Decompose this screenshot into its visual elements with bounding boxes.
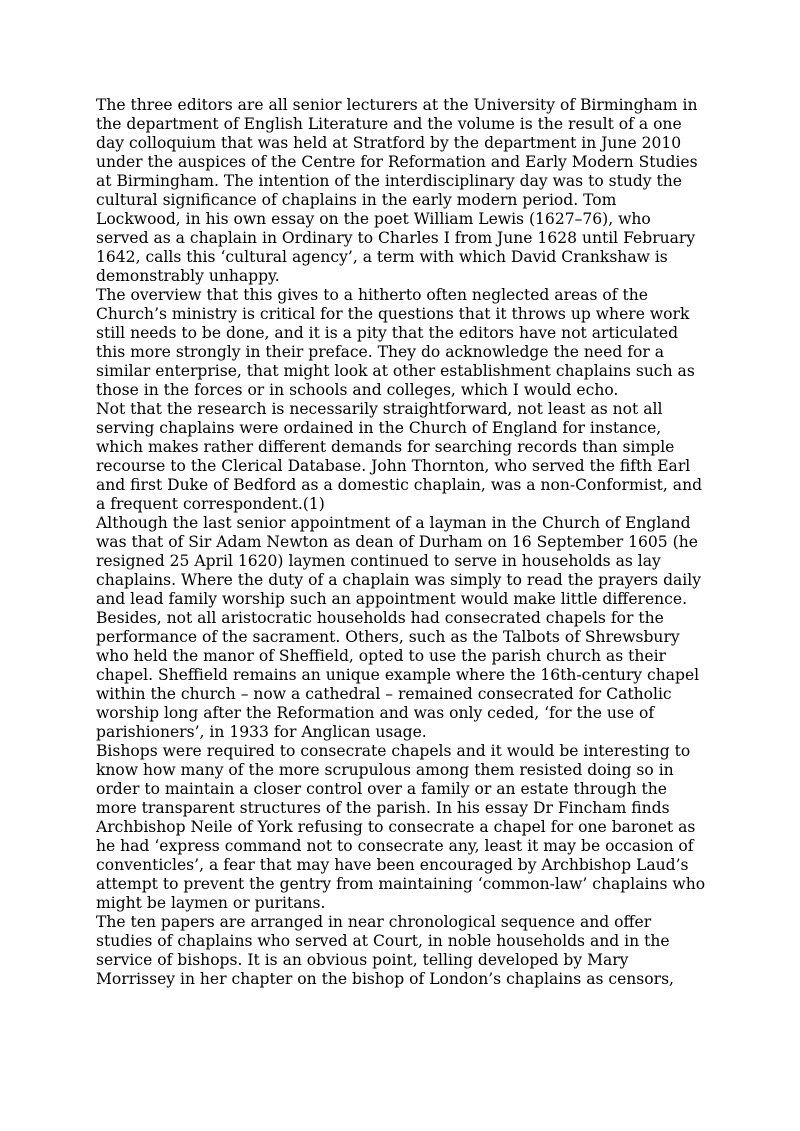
paragraph: The overview that this gives to a hitherto often neglected areas of the Church’s ministry is critical for the questions that it throws up where work still needs to be done, and it is a pity that the editors have not articulated this more strongly in their preface. They do acknowledge the need for a similar enterprise, that might look at other establishment chaplains such as those in the forces or in schools and colleges, which I would echo. (96, 286, 695, 399)
document-body (96, 96, 706, 989)
paragraph: The three editors are all senior lecturers at the University of Birmingham in the department of English Literature and the volume is the result of a one day colloquium that was held at Stratford by the department in June 2010 under the auspices of the Centre for Reformation and Early Modern Studies at Birmingham. The intention of the interdisciplinary day was to study the cultural significance of chaplains in the early modern period. Tom Lockwood, in his own essay on the poet William Lewis (1627–76), who served as a chaplain in Ordinary to Charles I from June 1628 until February 1642, calls this ‘cultural agency’, a term with which David Crankshaw is demonstrably unhappy. (96, 96, 698, 285)
paragraph: The ten papers are arranged in near chronological sequence and offer studies of chaplains who served at Court, in noble households and in the service of bishops. It is an obvious point, telling developed by Mary Morrissey in her chapter on the bishop of London’s chaplains as censors, (96, 913, 674, 988)
paragraph: Bishops were required to consecrate chapels and it would be interesting to know how many of the more scrupulous among them resisted doing so in order to maintain a closer control over a family or an estate through the more transparent structures of the parish. In his essay Dr Fincham finds Archbishop Neile of York refusing to consecrate a chapel for one baronet as he had ‘express command not to consecrate any, least it may be occasion of conventicles’, a fear that may have been encouraged by Archbishop Laud’s attempt to prevent the gentry from maintaining ‘common-law’ chaplains who might be laymen or puritans. (96, 742, 706, 912)
paragraph: Although the last senior appointment of a layman in the Church of England was that of Sir Adam Newton as dean of Durham on 16 September 1605 (he resigned 25 April 1620) laymen continued to serve in households as lay chaplains. Where the duty of a chaplain was simply to read the prayers daily and lead family worship such an appointment would make little difference. Besides, not all aristocratic households had consecrated chapels for the performance of the sacrament. Others, such as the Talbots of Shrewsbury who held the manor of Sheffield, opted to use the parish church as their chapel. Sheffield remains an unique example where the 16th-century chapel within the church – now a cathedral – remained consecrated for Catholic worship long after the Reformation and was only ceded, ‘for the use of parishioners’, in 1933 for Anglican usage. (96, 514, 702, 741)
paragraph: Not that the research is necessarily straightforward, not least as not all serving chaplains were ordained in the Church of England for instance, which makes rather different demands for searching records than simple recourse to the Clerical Database. John Thornton, who served the fifth Earl and first Duke of Bedford as a domestic chaplain, was a non-Conformist, and a frequent correspondent.(1) (96, 400, 703, 513)
